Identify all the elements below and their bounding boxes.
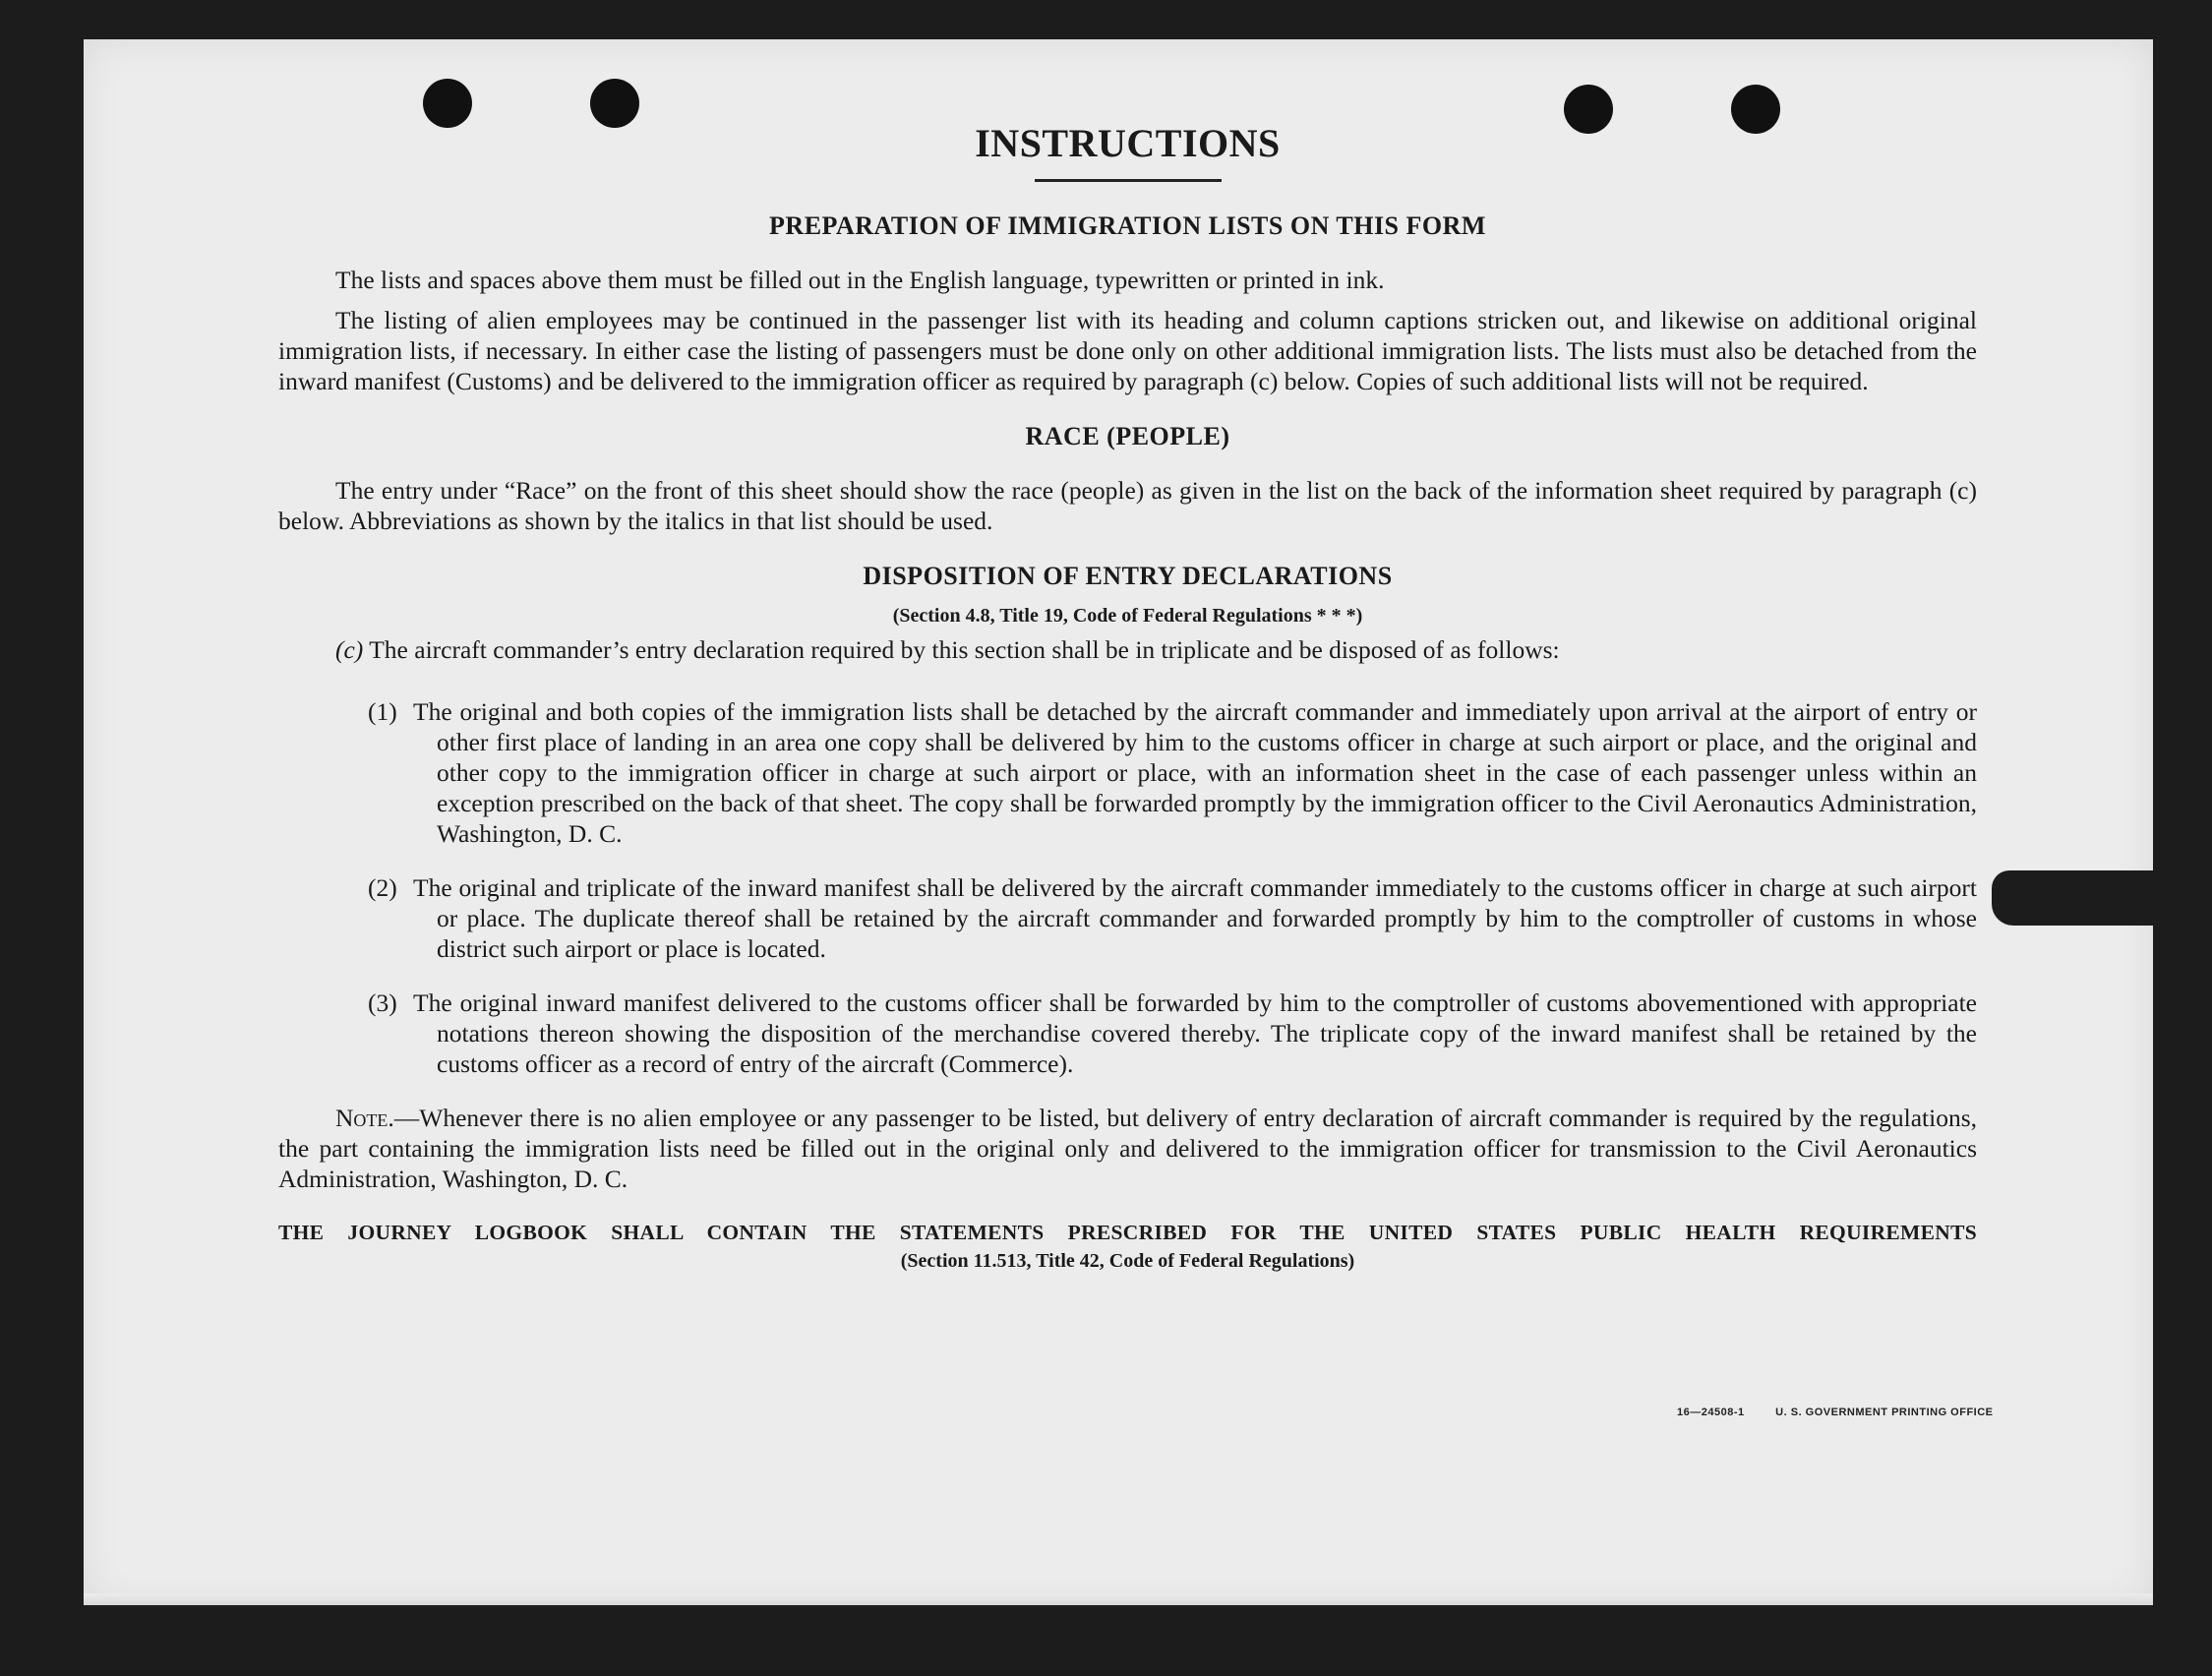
- disposition-intro-text: The aircraft commander’s entry declaration required by this section shall be in triplicate and be disposed of as follows:: [369, 635, 1560, 664]
- item-number: (3): [368, 988, 397, 1017]
- disposition-citation: (Section 4.8, Title 19, Code of Federal Regulations * * *): [892, 605, 1363, 627]
- note-lead: Note.—: [335, 1104, 420, 1132]
- item-text: The original and triplicate of the inward manifest shall be delivered by the aircraft commander immediately to the customs officer in charge at such airport or place. The duplicate thereof shall be retained by the aircraft commander and forwarded promptly by him to the comptroller of customs in whose district such airport or place is located.: [413, 873, 1977, 963]
- race-paragraph: The entry under “Race” on the front of this sheet should show the race (people) as given in the list on the back of the information sheet required by paragraph (c) below. Abbreviations as shown by the italics in that list should be used.: [278, 476, 1977, 535]
- preparation-paragraph-2: The listing of alien employees may be continued in the passenger list with its heading and column captions stricken out, and likewise on additional original immigration lists, if necessary. In either case the listing of passengers must be done only on other additional immigration lists. The lists must also be detached from the inward manifest (Customs) and be delivered to the immigration officer as required by paragraph (c) below. Copies of such additional lists will not be required.: [278, 306, 1977, 395]
- instructions-content: [278, 118, 1977, 1275]
- public-health-statement: THE JOURNEY LOGBOOK SHALL CONTAIN THE STATEMENTS PRESCRIBED FOR THE UNITED STATES PUBLIC HEALTH REQUIREMENTS: [278, 1221, 1977, 1244]
- page-title: INSTRUCTIONS: [975, 121, 1281, 165]
- disposition-item-1: [368, 696, 1977, 849]
- scan-smudge: [1992, 870, 2159, 926]
- preparation-heading: PREPARATION OF IMMIGRATION LISTS ON THIS FORM: [769, 211, 1486, 240]
- disposition-item-3: [368, 988, 1977, 1079]
- item-number: (2): [368, 873, 397, 902]
- item-text: The original inward manifest delivered to the customs officer shall be forwarded by him to the comptroller of customs abovementioned with appropriate notations thereon showing the disposition of the merchandise covered thereby. The triplicate copy of the inward manifest shall be retained by the customs officer as a record of entry of the aircraft (Commerce).: [413, 988, 1977, 1078]
- note-text: Whenever there is no alien employee or any passenger to be listed, but delivery of entry declaration of aircraft commander is required by the regulations, the part containing the immigration lists need be filled out in the original only and delivered to the immigration officer for transmission to the Civil Aeronautics Administration, Washington, D. C.: [278, 1104, 1977, 1193]
- printer-imprint: [1677, 1407, 1994, 1418]
- form-number: 16—24508-1: [1677, 1407, 1745, 1418]
- item-number: (1): [368, 697, 397, 726]
- note-paragraph: [278, 1103, 1977, 1194]
- disposition-intro: [278, 634, 1977, 665]
- title-divider: [1035, 179, 1222, 182]
- disposition-item-2: [368, 872, 1977, 964]
- public-health-citation: (Section 11.513, Title 42, Code of Federal Regulations): [900, 1250, 1355, 1272]
- disposition-intro-label: (c): [335, 635, 364, 664]
- preparation-paragraph-1: The lists and spaces above them must be filled out in the English language, typewritten or printed in ink.: [335, 266, 1385, 294]
- printing-office: U. S. GOVERNMENT PRINTING OFFICE: [1775, 1407, 1994, 1418]
- race-heading: RACE (PEOPLE): [1025, 422, 1230, 450]
- disposition-heading: DISPOSITION OF ENTRY DECLARATIONS: [863, 562, 1393, 590]
- item-text: The original and both copies of the immigration lists shall be detached by the aircraft commander and immediately upon arrival at the airport of entry or other first place of landing in an area one copy shall be delivered by him to the customs officer in charge at such airport or place, and the original and other copy to the immigration officer in charge at such airport or place, with an information sheet in the case of each passenger unless within an exception prescribed on the back of that sheet. The copy shall be forwarded promptly by the immigration officer to the Civil Aeronautics Administration, Washington, D. C.: [413, 697, 1977, 848]
